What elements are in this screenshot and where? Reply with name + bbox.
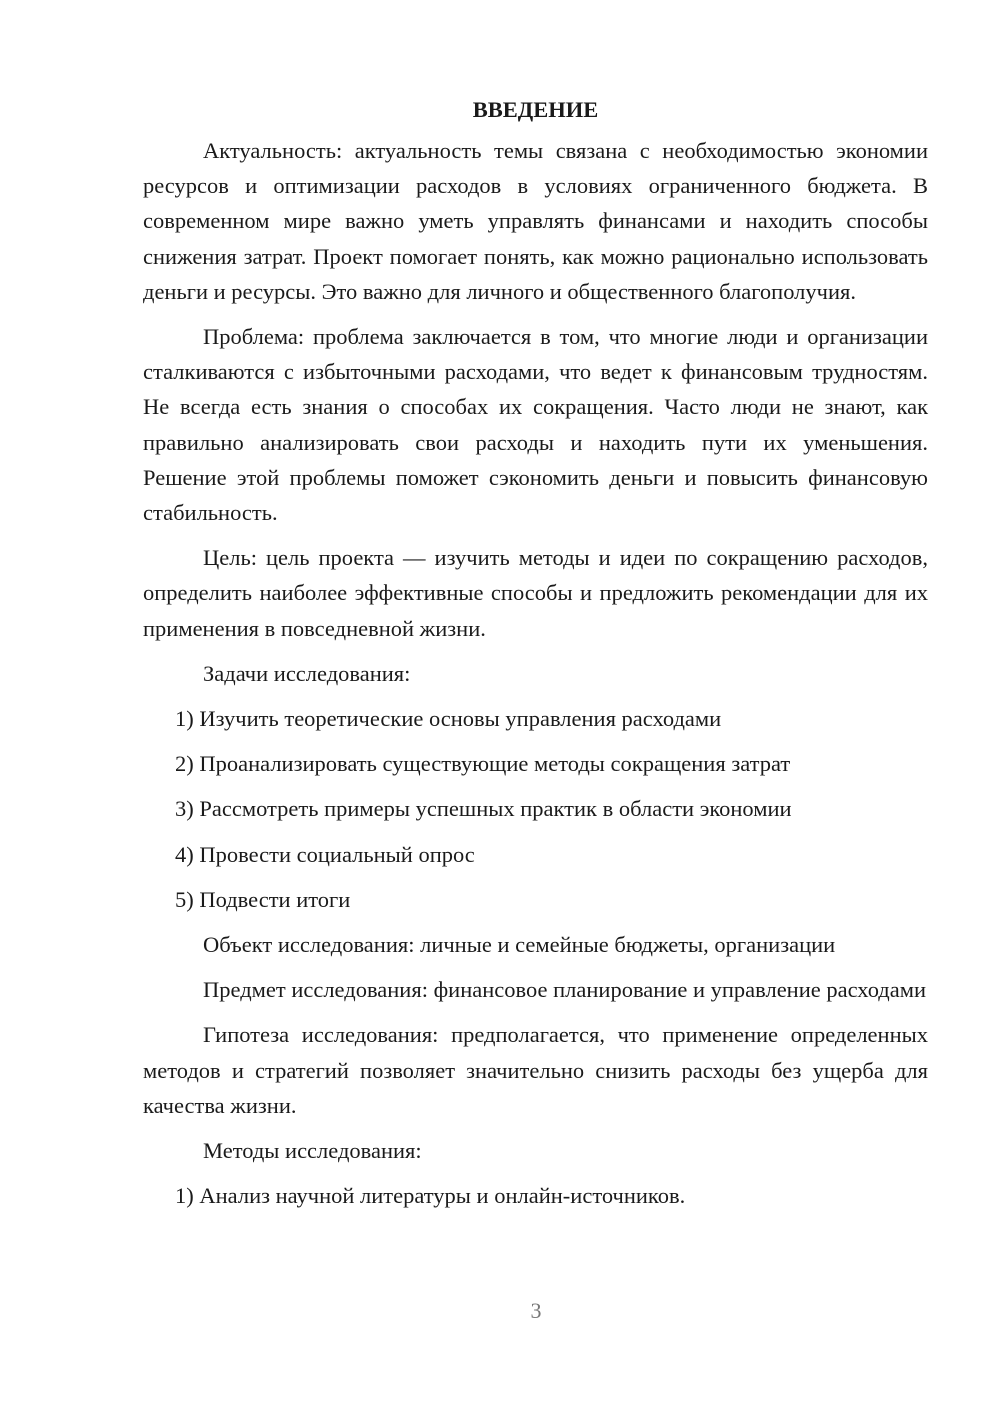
list-item: 3) Рассмотреть примеры успешных практик в области экономии — [175, 796, 792, 822]
goal-paragraph: Цель: цель проекта — изучить методы и идеи по сокращению расходов, определить наиболее эффективные способы и предложить рекомендации для их применения в повседневной жизни. — [143, 545, 928, 641]
list-item: 1) Анализ научной литературы и онлайн-источников. — [175, 1183, 686, 1209]
subject-paragraph: Предмет исследования: финансовое планирование и управление расходами — [203, 977, 927, 1003]
page-title: ВВЕДЕНИЕ — [472, 97, 599, 122]
list-item: 5) Подвести итоги — [175, 886, 351, 912]
list-item: 4) Провести социальный опрос — [175, 841, 475, 867]
problem-paragraph: Проблема: проблема заключается в том, что многие люди и организации сталкиваются с избыточными расходами, что ведет к финансовым трудностям. Не всегда есть знания о способах их сокращения. Часто люди не знают, как правильно анализировать свои расходы и находить пути их уменьшения. Решение этой проблемы поможет сэкономить деньги и повысить финансовую стабильность. — [143, 324, 928, 526]
page-content — [143, 92, 928, 1223]
object-paragraph: Объект исследования: личные и семейные бюджеты, организации — [203, 932, 836, 958]
tasks-list — [143, 701, 928, 917]
page-number: 3 — [530, 1298, 542, 1323]
list-item: 2) Проанализировать существующие методы сокращения затрат — [175, 751, 791, 777]
relevance-paragraph: Актуальность: актуальность темы связана с необходимостью экономии ресурсов и оптимизации расходов в условиях ограниченного бюджета. В современном мире важно уметь управлять финансами и находить способы снижения затрат. Проект помогает понять, как можно рационально использовать деньги и ресурсы. Это важно для личного и общественного благополучия. — [143, 138, 928, 304]
methods-list — [143, 1178, 928, 1213]
list-item: 1) Изучить теоретические основы управления расходами — [175, 706, 722, 732]
hypothesis-paragraph: Гипотеза исследования: предполагается, что применение определенных методов и стратегий позволяет значительно снизить расходы без ущерба для качества жизни. — [143, 1022, 928, 1118]
methods-heading: Методы исследования: — [203, 1138, 422, 1164]
tasks-heading: Задачи исследования: — [203, 660, 411, 686]
